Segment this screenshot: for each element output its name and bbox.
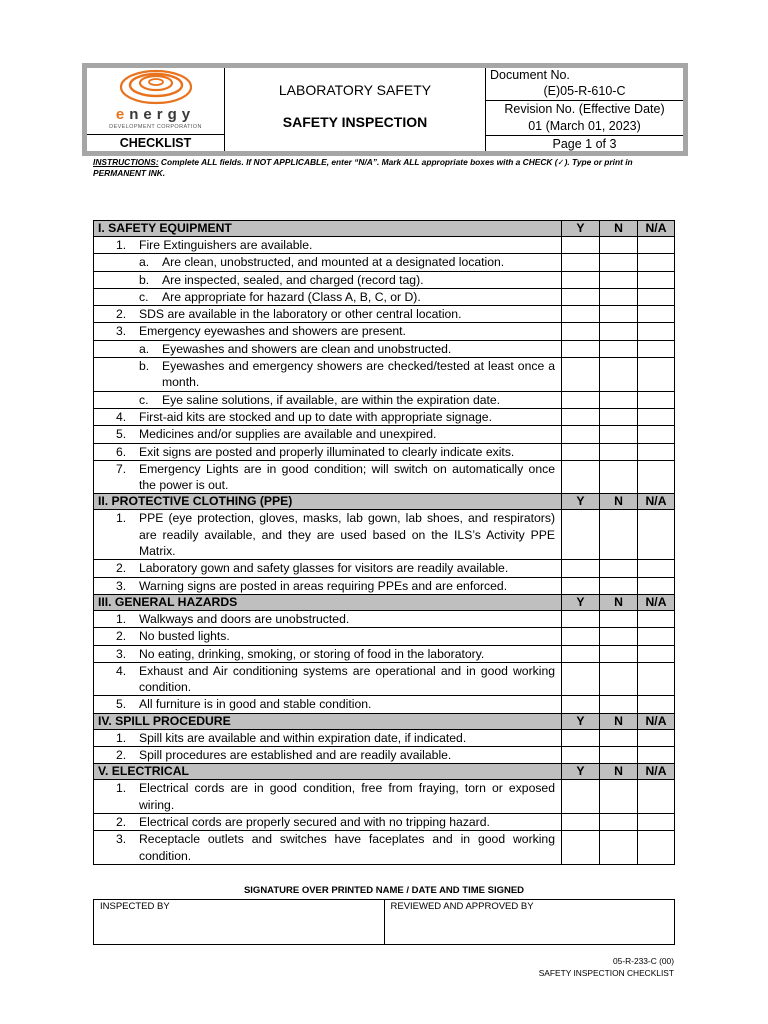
item-text: Laboratory gown and safety glasses for visitors are readily available. (139, 561, 509, 576)
yes-checkbox[interactable] (562, 577, 600, 594)
yes-checkbox[interactable] (562, 358, 600, 392)
checklist-row (94, 271, 675, 288)
no-checkbox[interactable] (600, 645, 638, 662)
na-checkbox[interactable] (638, 271, 675, 288)
no-checkbox[interactable] (600, 408, 638, 425)
no-checkbox[interactable] (600, 306, 638, 323)
checklist-item (94, 578, 561, 594)
no-checkbox[interactable] (600, 662, 638, 696)
checklist-item-cell (94, 306, 562, 323)
reviewed-by-label: REVIEWED AND APPROVED BY (390, 901, 534, 912)
checklist-item-cell (94, 358, 562, 392)
na-checkbox[interactable] (638, 358, 675, 392)
checklist-subitem (94, 392, 561, 408)
document-header-inner (87, 68, 683, 151)
no-checkbox[interactable] (600, 237, 638, 254)
no-checkbox[interactable] (600, 358, 638, 392)
checklist-item-cell (94, 813, 562, 830)
checklist-item-cell (94, 254, 562, 271)
inspected-by-field[interactable] (94, 900, 384, 944)
item-number: a. (139, 255, 150, 270)
no-checkbox[interactable] (600, 729, 638, 746)
no-checkbox[interactable] (600, 340, 638, 357)
checklist-row (94, 628, 675, 645)
document-number-block (486, 68, 683, 101)
checklist-row (94, 610, 675, 627)
na-checkbox[interactable] (638, 340, 675, 357)
item-text: Eyewashes and emergency showers are checked/tested at least once a month. (162, 359, 555, 390)
item-text: No busted lights. (139, 629, 230, 644)
na-checkbox[interactable] (638, 645, 675, 662)
checklist-item-cell (94, 271, 562, 288)
checklist-item (94, 814, 561, 830)
checklist-item-cell (94, 460, 562, 494)
no-checkbox[interactable] (600, 510, 638, 560)
yes-checkbox[interactable] (562, 254, 600, 271)
item-number: 1. (116, 511, 127, 526)
item-text: Spill kits are available and within expiration date, if indicated. (139, 730, 467, 745)
signature-title: SIGNATURE OVER PRINTED NAME / DATE AND TIME SIGNED (243, 885, 525, 896)
item-number: 1. (116, 611, 127, 626)
checklist-item-cell (94, 288, 562, 305)
item-number: 1. (116, 781, 127, 796)
checklist-row (94, 323, 675, 340)
checklist-subitem (94, 272, 561, 288)
na-checkbox[interactable] (638, 443, 675, 460)
document-subtitle: SAFETY INSPECTION (282, 114, 428, 130)
no-checkbox[interactable] (600, 813, 638, 830)
yes-checkbox[interactable] (562, 271, 600, 288)
column-header-na: N/A (638, 713, 675, 729)
logo-word-rest: nergy (129, 106, 196, 123)
item-number: c. (139, 289, 149, 304)
checklist-item (94, 560, 561, 576)
revision-value: 01 (March 01, 2023) (528, 119, 641, 133)
document-info-column (486, 68, 683, 151)
document-header (82, 63, 688, 156)
column-header-y: Y (562, 764, 600, 780)
item-number: 5. (116, 427, 127, 442)
column-header-n: N (600, 221, 638, 237)
checklist-subitem (94, 358, 561, 391)
na-checkbox[interactable] (638, 323, 675, 340)
item-text: PPE (eye protection, gloves, masks, lab gown, lab shoes, and respirators) are readily available, and they are used based on the ILS’s Activity PPE Matrix. (139, 511, 555, 559)
checklist-item (94, 323, 561, 339)
checklist-item-cell (94, 729, 562, 746)
yes-checkbox[interactable] (562, 460, 600, 494)
revision-block (486, 101, 683, 136)
item-text: Electrical cords are properly secured and with no tripping hazard. (139, 814, 490, 829)
na-checkbox[interactable] (638, 560, 675, 577)
footer-title: SAFETY INSPECTION CHECKLIST (538, 968, 674, 978)
checklist-item-cell (94, 780, 562, 814)
checklist-item (94, 696, 561, 712)
checklist-item-cell (94, 340, 562, 357)
yes-checkbox[interactable] (562, 408, 600, 425)
no-checkbox[interactable] (600, 426, 638, 443)
item-number: 1. (116, 730, 127, 745)
column-header-n: N (600, 713, 638, 729)
checklist-row (94, 254, 675, 271)
na-checkbox[interactable] (638, 577, 675, 594)
column-header-n: N (600, 494, 638, 510)
checklist-row (94, 358, 675, 392)
checklist-row (94, 747, 675, 764)
document-number-label: Document No. (490, 68, 570, 82)
checklist-row (94, 645, 675, 662)
instructions (93, 157, 679, 179)
yes-checkbox[interactable] (562, 610, 600, 627)
item-text: Eye saline solutions, if available, are within the expiration date. (162, 392, 501, 407)
checklist-subitem (94, 254, 561, 270)
yes-checkbox[interactable] (562, 780, 600, 814)
yes-checkbox[interactable] (562, 340, 600, 357)
no-checkbox[interactable] (600, 628, 638, 645)
checklist-item-cell (94, 831, 562, 865)
item-text: Spill procedures are established and are readily available. (139, 748, 452, 763)
checklist-item (94, 646, 561, 662)
checklist-item (94, 237, 561, 253)
document-title: LABORATORY SAFETY (278, 82, 432, 98)
checklist-row (94, 408, 675, 425)
page-footer (539, 955, 674, 979)
item-text: Warning signs are posted in areas requiring PPEs and are enforced. (139, 578, 508, 593)
column-header-na: N/A (638, 494, 675, 510)
item-number: b. (139, 272, 150, 287)
checklist-item-cell (94, 391, 562, 408)
no-checkbox[interactable] (600, 696, 638, 713)
item-text: Emergency eyewashes and showers are present. (139, 324, 406, 339)
na-checkbox[interactable] (638, 662, 675, 696)
checklist-row (94, 577, 675, 594)
checklist-row (94, 510, 675, 560)
checklist-item (94, 409, 561, 425)
na-checkbox[interactable] (638, 460, 675, 494)
instructions-lead: INSTRUCTIONS: (93, 157, 159, 167)
checklist-item-cell (94, 747, 562, 764)
page-number: Page 1 of 3 (552, 137, 617, 151)
no-checkbox[interactable] (600, 460, 638, 494)
checklist-item (94, 663, 561, 696)
yes-checkbox[interactable] (562, 729, 600, 746)
yes-checkbox[interactable] (562, 628, 600, 645)
yes-checkbox[interactable] (562, 696, 600, 713)
checklist-row (94, 780, 675, 814)
yes-checkbox[interactable] (562, 510, 600, 560)
yes-checkbox[interactable] (562, 443, 600, 460)
item-text: Are appropriate for hazard (Class A, B, C, or D). (162, 289, 421, 304)
item-text: Electrical cords are in good condition, free from fraying, torn or exposed wiring. (139, 781, 555, 812)
na-checkbox[interactable] (638, 408, 675, 425)
na-checkbox[interactable] (638, 813, 675, 830)
checklist-subitem (94, 341, 561, 357)
inspected-by-label: INSPECTED BY (100, 901, 170, 912)
company-logo (87, 68, 224, 135)
item-number: 3. (116, 578, 127, 593)
yes-checkbox[interactable] (562, 831, 600, 865)
item-number: 5. (116, 697, 127, 712)
item-number: 3. (116, 324, 127, 339)
checklist-item (94, 306, 561, 322)
na-checkbox[interactable] (638, 426, 675, 443)
yes-checkbox[interactable] (562, 426, 600, 443)
section-header-row (94, 764, 675, 780)
checklist-item (94, 444, 561, 460)
item-text: Receptacle outlets and switches have faceplates and in good working condition. (139, 832, 555, 863)
yes-checkbox[interactable] (562, 391, 600, 408)
yes-checkbox[interactable] (562, 323, 600, 340)
column-header-y: Y (562, 494, 600, 510)
checklist-row (94, 662, 675, 696)
column-header-na: N/A (638, 221, 675, 237)
checklist-item-cell (94, 510, 562, 560)
checklist-row (94, 306, 675, 323)
checklist-row (94, 237, 675, 254)
signature-box (93, 899, 675, 945)
document-number-value: (E)05-R-610-C (543, 84, 626, 98)
no-checkbox[interactable] (600, 288, 638, 305)
checklist-row (94, 560, 675, 577)
item-number: 2. (116, 814, 127, 829)
item-number: 2. (116, 307, 127, 322)
checklist-table-body (94, 221, 675, 865)
checklist-item-cell (94, 610, 562, 627)
yes-checkbox[interactable] (562, 306, 600, 323)
checklist-item (94, 628, 561, 644)
item-text: First-aid kits are stocked and up to date with appropriate signage. (139, 409, 492, 424)
checklist-item-cell (94, 408, 562, 425)
na-checkbox[interactable] (638, 729, 675, 746)
checklist-item (94, 730, 561, 746)
item-number: 2. (116, 629, 127, 644)
item-number: c. (139, 392, 149, 407)
checklist-item-cell (94, 426, 562, 443)
section-title: III. GENERAL HAZARDS (94, 594, 562, 610)
revision-label: Revision No. (Effective Date) (504, 102, 665, 116)
na-checkbox[interactable] (638, 254, 675, 271)
item-text: Eyewashes and showers are clean and unobstructed. (162, 341, 452, 356)
no-checkbox[interactable] (600, 780, 638, 814)
no-checkbox[interactable] (600, 610, 638, 627)
checklist-item-cell (94, 560, 562, 577)
checklist-row (94, 460, 675, 494)
checklist-item (94, 611, 561, 627)
page-number-block (486, 136, 683, 153)
na-checkbox[interactable] (638, 306, 675, 323)
item-number: 3. (116, 646, 127, 661)
item-text: SDS are available in the laboratory or other central location. (139, 307, 462, 322)
checklist-item-cell (94, 645, 562, 662)
column-header-n: N (600, 594, 638, 610)
item-text: Walkways and doors are unobstructed. (139, 611, 350, 626)
energy-swirl-icon (118, 69, 194, 109)
section-title: II. PROTECTIVE CLOTHING (PPE) (94, 494, 562, 510)
checklist-table (93, 220, 675, 865)
checklist-subitem (94, 289, 561, 305)
checklist-item (94, 461, 561, 494)
column-header-na: N/A (638, 764, 675, 780)
column-header-na: N/A (638, 594, 675, 610)
na-checkbox[interactable] (638, 696, 675, 713)
yes-checkbox[interactable] (562, 813, 600, 830)
section-header-row (94, 221, 675, 237)
checklist-row (94, 729, 675, 746)
checklist-item (94, 831, 561, 864)
checklist-item (94, 780, 561, 813)
item-number: 6. (116, 444, 127, 459)
item-number: 1. (116, 238, 127, 252)
logo-subtitle: DEVELOPMENT CORPORATION (109, 124, 202, 130)
item-number: 4. (116, 663, 127, 678)
checklist-row (94, 391, 675, 408)
yes-checkbox[interactable] (562, 560, 600, 577)
no-checkbox[interactable] (600, 747, 638, 764)
item-text: All furniture is in good and stable condition. (139, 697, 372, 712)
reviewed-by-field[interactable] (384, 900, 675, 944)
no-checkbox[interactable] (600, 560, 638, 577)
item-text: Are inspected, sealed, and charged (record tag). (162, 272, 424, 287)
checklist-item-cell (94, 662, 562, 696)
checklist-item-cell (94, 237, 562, 254)
checklist-item (94, 747, 561, 763)
checklist-label: CHECKLIST (119, 136, 192, 150)
no-checkbox[interactable] (600, 391, 638, 408)
na-checkbox[interactable] (638, 391, 675, 408)
item-number: 7. (116, 461, 127, 476)
instructions-text: Complete ALL fields. If NOT APPLICABLE, enter “N/A”. Mark ALL appropriate boxes with a CHECK (✓). Type or print in PERMANENT INK. (93, 157, 633, 178)
yes-checkbox[interactable] (562, 645, 600, 662)
column-header-y: Y (562, 594, 600, 610)
item-number: b. (139, 359, 150, 374)
logo-word: energy (115, 106, 196, 123)
yes-checkbox[interactable] (562, 747, 600, 764)
checklist-row (94, 831, 675, 865)
checklist-row (94, 813, 675, 830)
no-checkbox[interactable] (600, 577, 638, 594)
section-title: I. SAFETY EQUIPMENT (94, 221, 562, 237)
item-number: 4. (116, 409, 127, 424)
no-checkbox[interactable] (600, 831, 638, 865)
checklist-item-cell (94, 696, 562, 713)
checklist-row (94, 426, 675, 443)
item-text: Medicines and/or supplies are available and unexpired. (139, 427, 437, 442)
yes-checkbox[interactable] (562, 288, 600, 305)
item-text: Fire Extinguishers are available. (139, 238, 313, 252)
item-text: Are clean, unobstructed, and mounted at a designated location. (162, 255, 505, 270)
item-text: Exhaust and Air conditioning systems are operational and in good working condition. (139, 663, 555, 695)
column-header-y: Y (562, 713, 600, 729)
item-number: a. (139, 341, 150, 356)
checklist-item (94, 510, 561, 559)
item-number: 3. (116, 832, 127, 847)
checklist-item (94, 426, 561, 442)
section-title: IV. SPILL PROCEDURE (94, 713, 562, 729)
no-checkbox[interactable] (600, 443, 638, 460)
checklist-row (94, 443, 675, 460)
checklist-row (94, 340, 675, 357)
na-checkbox[interactable] (638, 610, 675, 627)
checklist-item-cell (94, 577, 562, 594)
footer-code: 05-R-233-C (00) (613, 956, 674, 966)
na-checkbox[interactable] (638, 831, 675, 865)
yes-checkbox[interactable] (562, 662, 600, 696)
item-number: 2. (116, 748, 127, 763)
na-checkbox[interactable] (638, 628, 675, 645)
section-header-row (94, 494, 675, 510)
checklist-row (94, 696, 675, 713)
na-checkbox[interactable] (638, 237, 675, 254)
column-header-n: N (600, 764, 638, 780)
section-header-row (94, 713, 675, 729)
na-checkbox[interactable] (638, 510, 675, 560)
section-title: V. ELECTRICAL (94, 764, 562, 780)
title-column (225, 68, 486, 151)
na-checkbox[interactable] (638, 747, 675, 764)
na-checkbox[interactable] (638, 780, 675, 814)
item-text: Emergency Lights are in good condition; will switch on automatically once the power is out. (139, 461, 555, 493)
column-header-y: Y (562, 221, 600, 237)
item-number: 2. (116, 561, 127, 576)
item-text: No eating, drinking, smoking, or storing of food in the laboratory. (139, 646, 485, 661)
no-checkbox[interactable] (600, 271, 638, 288)
na-checkbox[interactable] (638, 288, 675, 305)
checklist-row (94, 288, 675, 305)
no-checkbox[interactable] (600, 323, 638, 340)
logo-column (87, 68, 225, 151)
checklist-item-cell (94, 443, 562, 460)
item-text: Exit signs are posted and properly illuminated to clearly indicate exits. (139, 444, 515, 459)
checklist-item-cell (94, 628, 562, 645)
no-checkbox[interactable] (600, 254, 638, 271)
section-header-row (94, 594, 675, 610)
yes-checkbox[interactable] (562, 237, 600, 254)
checklist-item-cell (94, 323, 562, 340)
